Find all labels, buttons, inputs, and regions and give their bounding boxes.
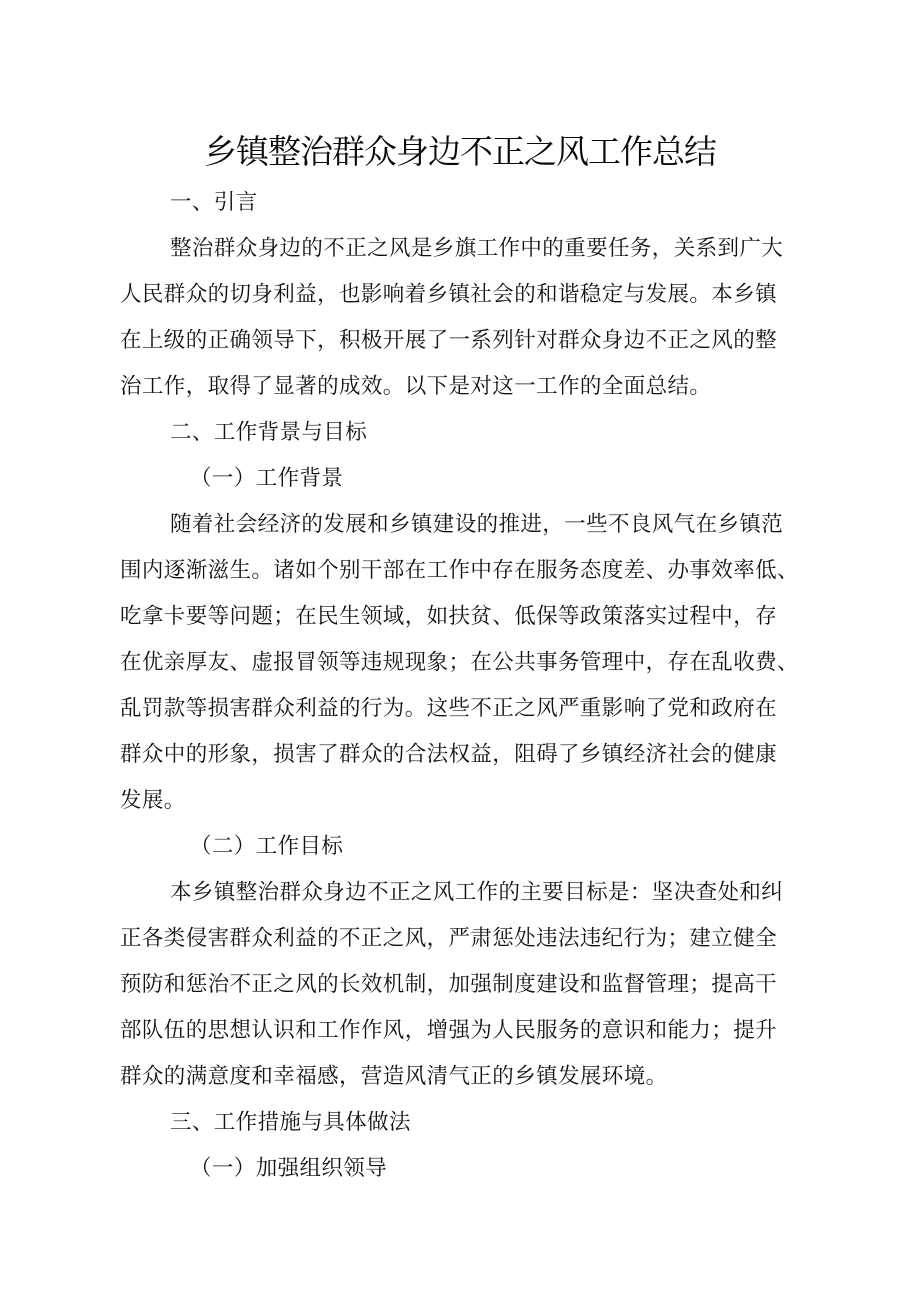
paragraph-line: 发展。 <box>120 788 186 813</box>
subsection-heading-goals: （二）工作目标 <box>190 834 344 859</box>
paragraph-line: 群众的满意度和幸福感，营造风清气正的乡镇发展环境。 <box>120 1064 668 1089</box>
document-title: 乡镇整治群众身边不正之风工作总结 <box>204 132 716 171</box>
paragraph-line: 整治群众身边的不正之风是乡旗工作中的重要任务，关系到广大 <box>170 236 784 261</box>
subsection-heading-background: （一）工作背景 <box>190 466 344 491</box>
section-heading-intro: 一、引言 <box>170 190 258 215</box>
document-body <box>120 180 820 1192</box>
paragraph-line: 围内逐渐滋生。诸如个别干部在工作中存在服务态度差、办事效率低、 <box>120 558 799 583</box>
paragraph-line: 在优亲厚友、虚报冒领等违规现象；在公共事务管理中，存在乱收费、 <box>120 650 799 675</box>
paragraph-line: 乱罚款等损害群众利益的行为。这些不正之风严重影响了党和政府在 <box>120 696 778 721</box>
paragraph-line: 吃拿卡要等问题；在民生领域，如扶贫、低保等政策落实过程中，存 <box>120 604 778 629</box>
paragraph-line: 治工作，取得了显著的成效。以下是对这一工作的全面总结。 <box>120 374 712 399</box>
paragraph-line: 人民群众的切身利益，也影响着乡镇社会的和谐稳定与发展。本乡镇 <box>120 282 778 307</box>
paragraph-line: 群众中的形象，损害了群众的合法权益，阻碍了乡镇经济社会的健康 <box>120 742 778 767</box>
paragraph-line: 在上级的正确领导下，积极开展了一系列针对群众身边不正之风的整 <box>120 328 778 353</box>
paragraph-line: 随着社会经济的发展和乡镇建设的推进，一些不良风气在乡镇范 <box>170 512 784 537</box>
paragraph-line: 本乡镇整治群众身边不正之风工作的主要目标是：坚决查处和纠 <box>170 880 784 905</box>
paragraph-line: 部队伍的思想认识和工作作风，增强为人民服务的意识和能力；提升 <box>120 1018 778 1043</box>
paragraph-line: 预防和惩治不正之风的长效机制，加强制度建设和监督管理；提高干 <box>120 972 778 997</box>
paragraph-line: 正各类侵害群众利益的不正之风，严肃惩处违法违纪行为；建立健全 <box>120 926 778 951</box>
section-heading-measures: 三、工作措施与具体做法 <box>170 1110 411 1135</box>
subsection-heading-leadership: （一）加强组织领导 <box>190 1156 388 1181</box>
section-heading-background-goals: 二、工作背景与目标 <box>170 420 368 445</box>
